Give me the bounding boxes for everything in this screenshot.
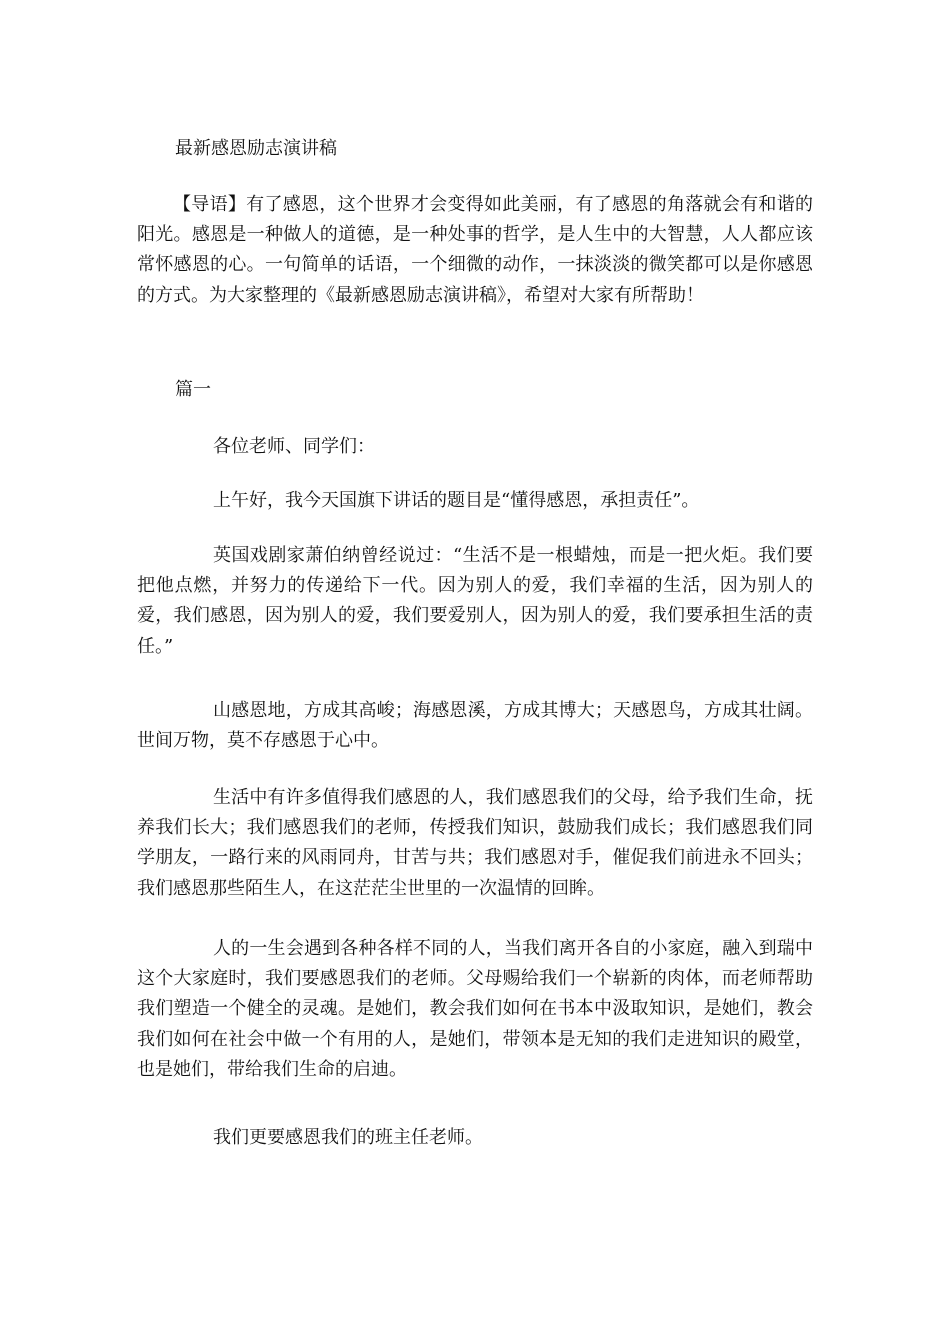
closing-line: 我们更要感恩我们的班主任老师。 xyxy=(213,1127,483,1148)
body-paragraph-3: 生活中有许多值得我们感恩的人，我们感恩我们的父母，给予我们生命，抚养我们长大；我们感恩我们的老师，传授我们知识，鼓励我们成长；我们感恩我们同学朋友，一路行来的风雨同舟，甘苦与共；我们感恩对手，催促我们前进永不回头；我们感恩那些陌生人，在这茫茫尘世里的一次温情的回眸。 xyxy=(137,787,813,899)
intro-paragraph: 【导语】有了感恩，这个世界才会变得如此美丽，有了感恩的角落就会有和谐的阳光。感恩是一种做人的道德，是一种处事的哲学，是人生中的大智慧，人人都应该常怀感恩的心。一句简单的话语，一个细微的动作，一抹淡淡的微笑都可以是你感恩的方式。为大家整理的《最新感恩励志演讲稿》，希望对大家有所帮助！ xyxy=(137,194,813,306)
greeting-line: 上午好，我今天国旗下讲话的题目是“懂得感恩，承担责任”。 xyxy=(213,490,700,511)
body-paragraph-2: 山感恩地，方成其高峻；海感恩溪，方成其博大；天感恩鸟，方成其壮阔。世间万物，莫不存感恩于心中。 xyxy=(137,700,813,752)
body-paragraph-1: 英国戏剧家萧伯纳曾经说过：“生活不是一根蜡烛，而是一把火炬。我们要把他点燃，并努力的传递给下一代。因为别人的爱，我们幸福的生活，因为别人的爱，我们感恩，因为别人的爱，我们要爱别人，因为别人的爱，我们要承担生活的责任。” xyxy=(137,545,813,657)
document-title: 最新感恩励志演讲稿 xyxy=(175,138,337,159)
body-paragraph-4: 人的一生会遇到各种各样不同的人，当我们离开各自的小家庭，融入到瑞中这个大家庭时，我们要感恩我们的老师。父母赐给我们一个崭新的肉体，而老师帮助我们塑造一个健全的灵魂。是她们，教会我们如何在书本中汲取知识，是她们，教会我们如何在社会中做一个有用的人，是她们，带领本是无知的我们走进知识的殿堂，也是她们，带给我们生命的启迪。 xyxy=(137,938,813,1080)
section-heading: 篇一 xyxy=(175,379,211,400)
salutation-line: 各位老师、同学们： xyxy=(213,436,375,457)
